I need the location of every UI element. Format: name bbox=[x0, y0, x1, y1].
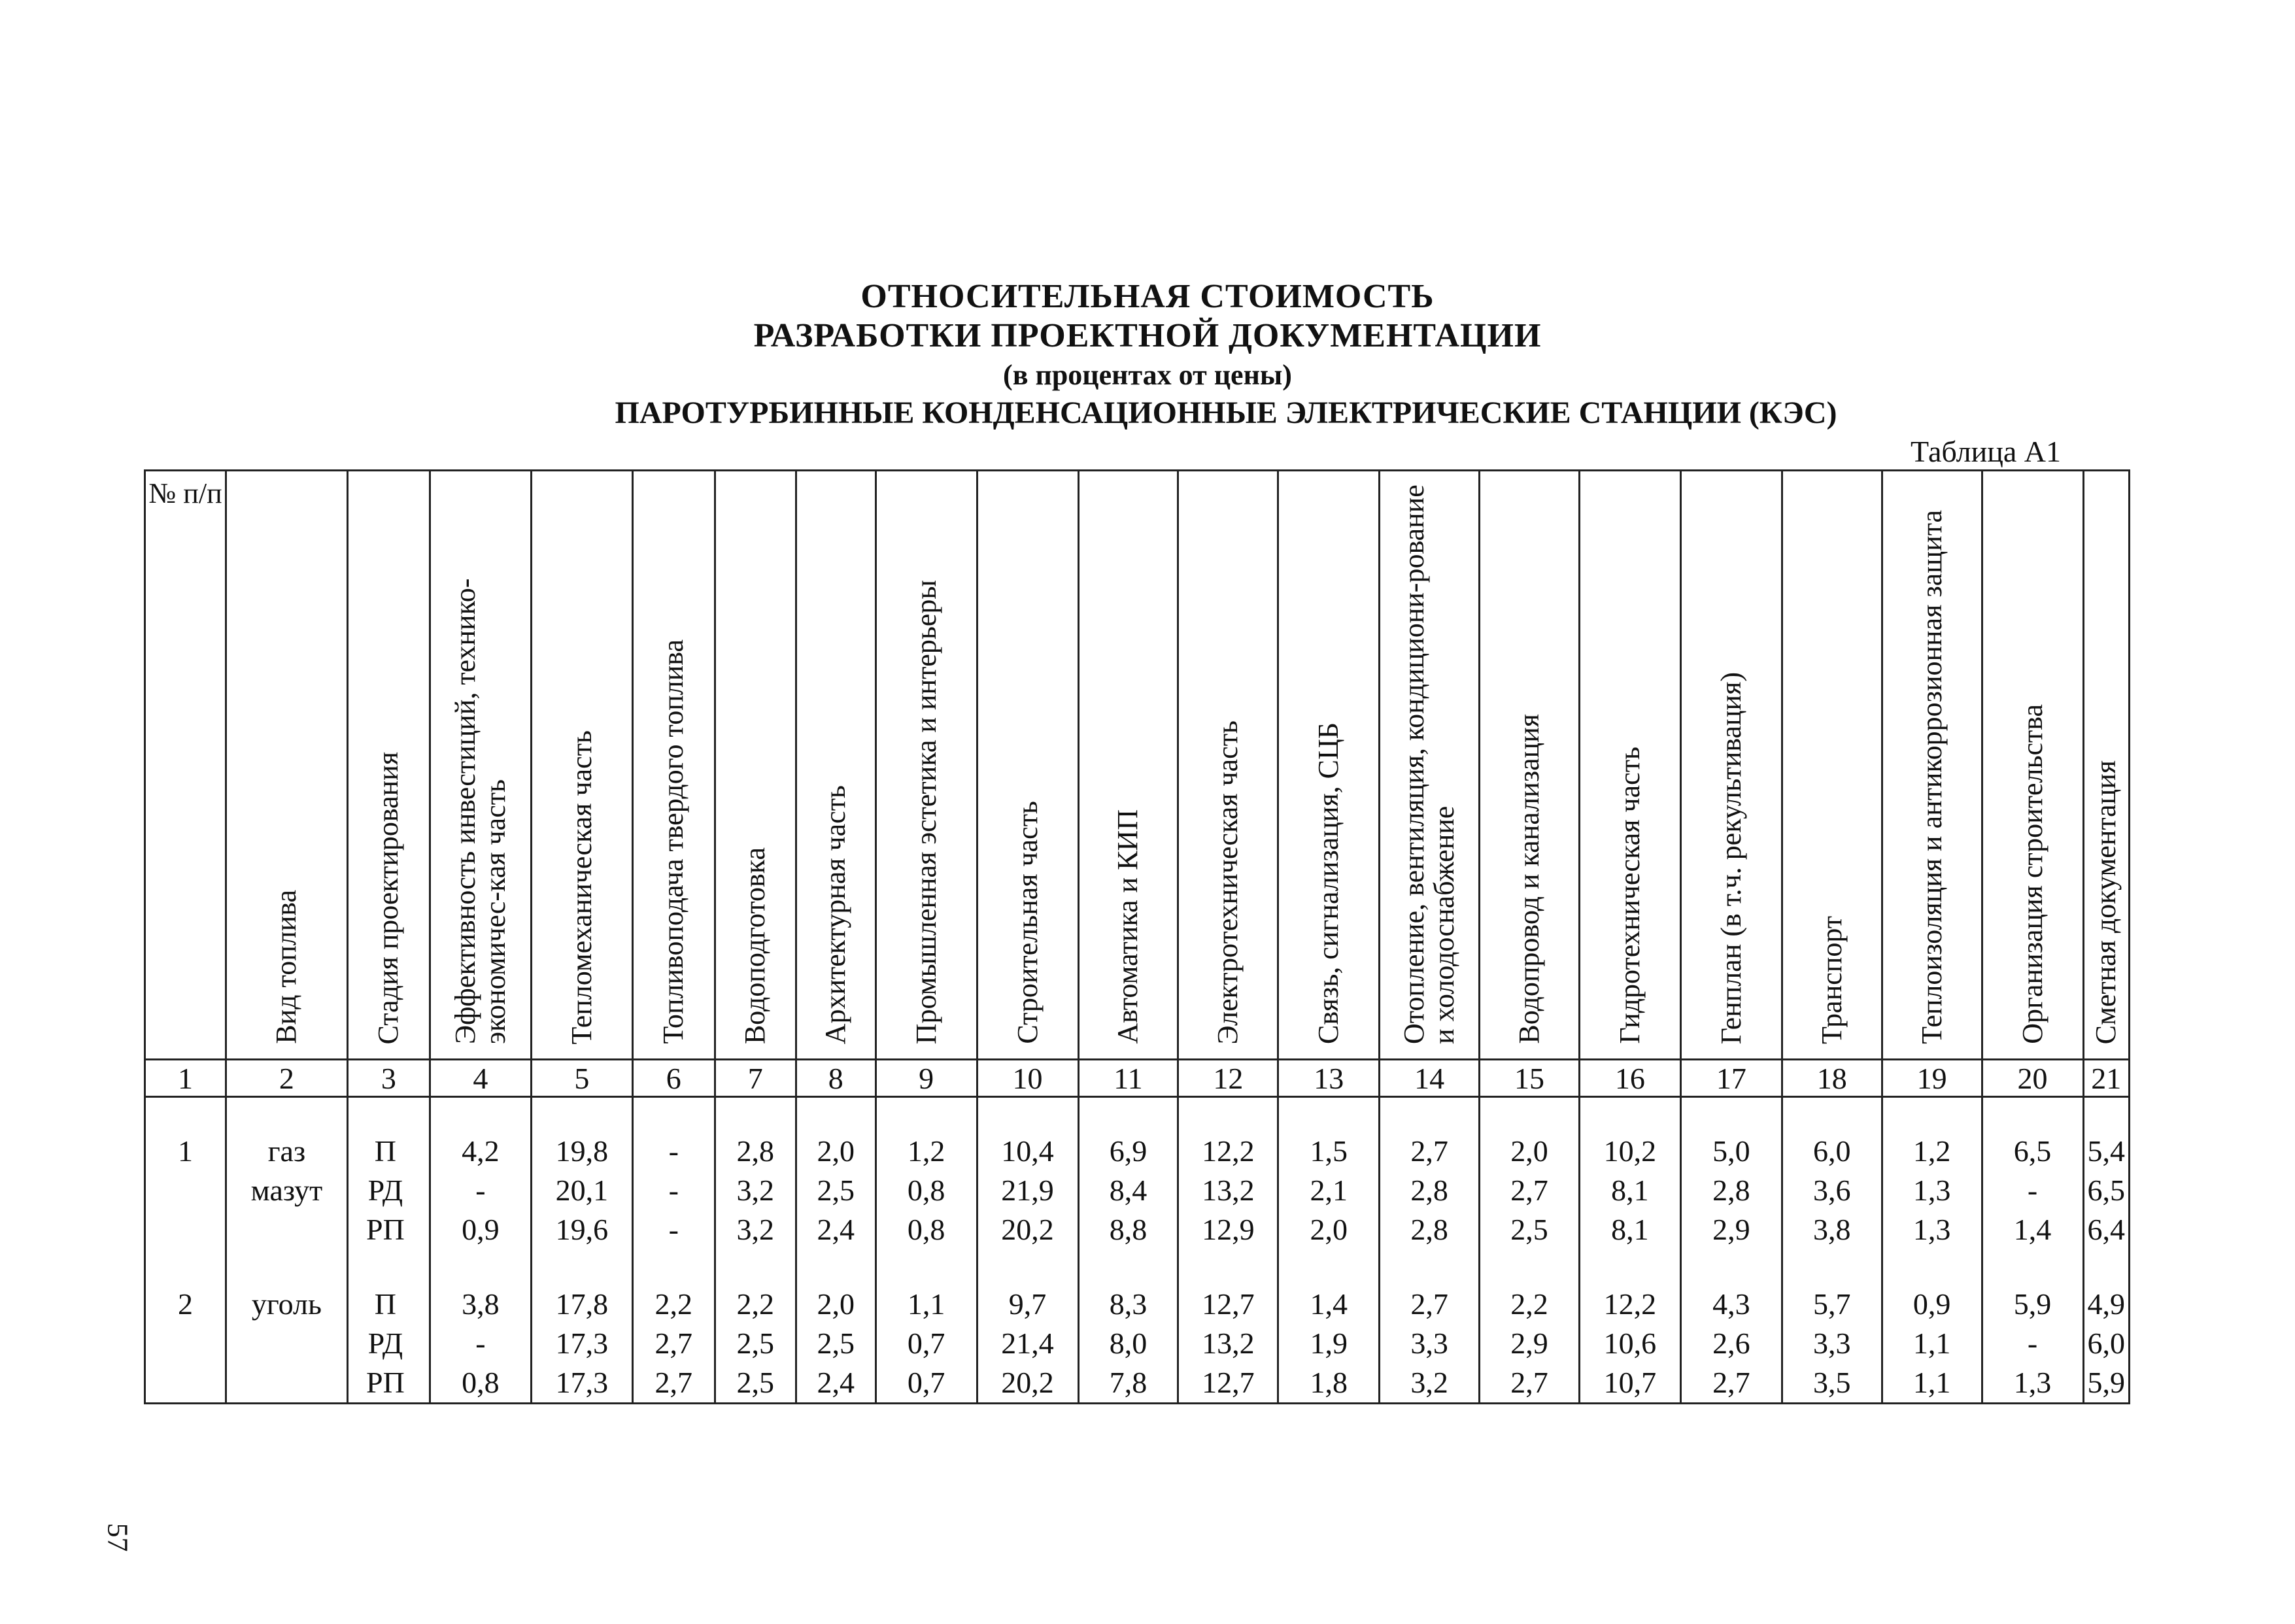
header-c16: Гидротехническая часть bbox=[1579, 471, 1680, 1060]
table-cell: П bbox=[347, 1285, 430, 1324]
table-cell bbox=[145, 1210, 226, 1249]
table-cell: 1,3 bbox=[1982, 1363, 2083, 1404]
table-cell: 8,3 bbox=[1078, 1285, 1178, 1324]
table-cell: 13,2 bbox=[1178, 1171, 1278, 1210]
table-cell: 2,8 bbox=[1380, 1171, 1480, 1210]
table-cell: 0,9 bbox=[1882, 1285, 1982, 1324]
column-number: 9 bbox=[876, 1060, 977, 1097]
column-number: 12 bbox=[1178, 1060, 1278, 1097]
table-cell: П bbox=[347, 1132, 430, 1171]
group-coal bbox=[145, 1285, 2130, 1404]
table-cell: 2,4 bbox=[796, 1363, 876, 1404]
header-c21: Сметная документация bbox=[2083, 471, 2129, 1060]
table-cell: - bbox=[632, 1132, 715, 1171]
table-cell: 1,1 bbox=[876, 1285, 977, 1324]
column-number: 20 bbox=[1982, 1060, 2083, 1097]
table-cell bbox=[145, 1324, 226, 1363]
column-number: 16 bbox=[1579, 1060, 1680, 1097]
table-cell bbox=[226, 1363, 347, 1404]
table-cell: 8,4 bbox=[1078, 1171, 1178, 1210]
table-cell: 17,8 bbox=[531, 1285, 632, 1324]
table-cell: газ bbox=[226, 1132, 347, 1171]
table-cell: уголь bbox=[226, 1285, 347, 1324]
table-cell bbox=[145, 1363, 226, 1404]
table-cell: 2,5 bbox=[796, 1171, 876, 1210]
table-cell: 1,4 bbox=[1278, 1285, 1380, 1324]
table-cell: 0,8 bbox=[876, 1171, 977, 1210]
table-cell: 4,2 bbox=[430, 1132, 531, 1171]
header-c18: Транспорт bbox=[1782, 471, 1882, 1060]
table-cell: мазут bbox=[226, 1171, 347, 1210]
table-cell: 3,2 bbox=[715, 1171, 796, 1210]
column-number: 10 bbox=[977, 1060, 1078, 1097]
column-number: 1 bbox=[145, 1060, 226, 1097]
table-cell: 20,1 bbox=[531, 1171, 632, 1210]
table-cell: 13,2 bbox=[1178, 1324, 1278, 1363]
table-cell: 8,0 bbox=[1078, 1324, 1178, 1363]
table-cell: 2,9 bbox=[1680, 1210, 1782, 1249]
table-cell: 8,1 bbox=[1579, 1210, 1680, 1249]
column-number: 21 bbox=[2083, 1060, 2129, 1097]
table-cell: 1,2 bbox=[876, 1132, 977, 1171]
table-cell: 3,3 bbox=[1782, 1324, 1882, 1363]
table-cell: 12,2 bbox=[1178, 1132, 1278, 1171]
title-line-2: РАЗРАБОТКИ ПРОЕКТНОЙ ДОКУМЕНТАЦИИ bbox=[753, 317, 1542, 354]
column-number: 3 bbox=[347, 1060, 430, 1097]
table-row bbox=[145, 1363, 2130, 1404]
title-line-3: (в процентах от цены) bbox=[1003, 359, 1292, 391]
column-number: 18 bbox=[1782, 1060, 1882, 1097]
table-cell: 0,8 bbox=[876, 1210, 977, 1249]
table-cell: 5,4 bbox=[2083, 1132, 2129, 1171]
table-cell: 1,1 bbox=[1882, 1363, 1982, 1404]
table-cell: 0,7 bbox=[876, 1363, 977, 1404]
table-cell: РД bbox=[347, 1171, 430, 1210]
column-number: 2 bbox=[226, 1060, 347, 1097]
table-cell: 2,1 bbox=[1278, 1171, 1380, 1210]
table-cell: 2,6 bbox=[1680, 1324, 1782, 1363]
table-cell: - bbox=[632, 1210, 715, 1249]
table-cell: 10,4 bbox=[977, 1132, 1078, 1171]
table-cell: РД bbox=[347, 1324, 430, 1363]
column-number: 19 bbox=[1882, 1060, 1982, 1097]
table-cell: 1,9 bbox=[1278, 1324, 1380, 1363]
header-c12: Электротехническая часть bbox=[1178, 471, 1278, 1060]
table-cell: 1,4 bbox=[1982, 1210, 2083, 1249]
column-number: 8 bbox=[796, 1060, 876, 1097]
table-cell: 7,8 bbox=[1078, 1363, 1178, 1404]
table-cell: 2,7 bbox=[632, 1363, 715, 1404]
table-cell: - bbox=[1982, 1324, 2083, 1363]
spacer-row bbox=[145, 1249, 2130, 1285]
table-cell: 2,9 bbox=[1480, 1324, 1580, 1363]
table-cell: 1,5 bbox=[1278, 1132, 1380, 1171]
table-cell: 2,2 bbox=[632, 1285, 715, 1324]
header-c8: Архитектурная часть bbox=[796, 471, 876, 1060]
table-cell: 6,5 bbox=[2083, 1171, 2129, 1210]
table-cell: - bbox=[430, 1171, 531, 1210]
column-number: 17 bbox=[1680, 1060, 1782, 1097]
table-cell: 2,7 bbox=[1380, 1285, 1480, 1324]
cost-table bbox=[144, 469, 2130, 1404]
table-cell: 4,3 bbox=[1680, 1285, 1782, 1324]
table-cell: 8,8 bbox=[1078, 1210, 1178, 1249]
table-cell: 2,4 bbox=[796, 1210, 876, 1249]
table-cell: - bbox=[632, 1171, 715, 1210]
header-row bbox=[145, 471, 2130, 1060]
header-c14: Отопление, вентиляция, кондициони-рование и холодоснабжение bbox=[1380, 471, 1480, 1060]
table-row bbox=[145, 1210, 2130, 1249]
group-gas bbox=[145, 1132, 2130, 1249]
table-cell: 2,7 bbox=[1380, 1132, 1480, 1171]
table-cell: 2,5 bbox=[796, 1324, 876, 1363]
column-number: 13 bbox=[1278, 1060, 1380, 1097]
table-row bbox=[145, 1132, 2130, 1171]
header-c3: Стадия проектирования bbox=[347, 471, 430, 1060]
header-c4: Эффективность инвестиций, технико-экономичес-кая часть bbox=[430, 471, 531, 1060]
table-label: Таблица А1 bbox=[1911, 435, 2061, 468]
table-cell: 1,3 bbox=[1882, 1210, 1982, 1249]
column-number: 14 bbox=[1380, 1060, 1480, 1097]
table-cell: 6,0 bbox=[1782, 1132, 1882, 1171]
table-cell: 3,5 bbox=[1782, 1363, 1882, 1404]
table-cell: 10,7 bbox=[1579, 1363, 1680, 1404]
header-c2: Вид топлива bbox=[226, 471, 347, 1060]
table-row bbox=[145, 1285, 2130, 1324]
table-cell: 2,7 bbox=[632, 1324, 715, 1363]
table-cell: 2,0 bbox=[796, 1132, 876, 1171]
table-cell: 2,8 bbox=[1680, 1171, 1782, 1210]
table-cell: 5,7 bbox=[1782, 1285, 1882, 1324]
table-cell: - bbox=[430, 1324, 531, 1363]
header-c9: Промышленная эстетика и интерьеры bbox=[876, 471, 977, 1060]
table-cell: 2,2 bbox=[715, 1285, 796, 1324]
column-number: 7 bbox=[715, 1060, 796, 1097]
title-line-1: ОТНОСИТЕЛЬНАЯ СТОИМОСТЬ bbox=[860, 278, 1435, 315]
table-cell: 20,2 bbox=[977, 1363, 1078, 1404]
table-cell: 3,8 bbox=[1782, 1210, 1882, 1249]
table-cell: 17,3 bbox=[531, 1324, 632, 1363]
table-cell: 1,3 bbox=[1882, 1171, 1982, 1210]
table-cell: 17,3 bbox=[531, 1363, 632, 1404]
table-cell: 19,8 bbox=[531, 1132, 632, 1171]
column-number-row bbox=[145, 1060, 2130, 1097]
header-c19: Теплоизоляция и антикоррозионная защита bbox=[1882, 471, 1982, 1060]
table-cell: 2,2 bbox=[1480, 1285, 1580, 1324]
table-cell bbox=[226, 1324, 347, 1363]
table-cell: 2,5 bbox=[715, 1324, 796, 1363]
table-cell: 2,7 bbox=[1480, 1171, 1580, 1210]
table-cell: 5,9 bbox=[2083, 1363, 2129, 1404]
table-cell: - bbox=[1982, 1171, 2083, 1210]
header-c7: Водоподготовка bbox=[715, 471, 796, 1060]
column-number: 15 bbox=[1480, 1060, 1580, 1097]
table-cell bbox=[226, 1210, 347, 1249]
table-cell: 12,9 bbox=[1178, 1210, 1278, 1249]
table-cell: 3,3 bbox=[1380, 1324, 1480, 1363]
table-cell: 2,7 bbox=[1680, 1363, 1782, 1404]
header-c6: Топливоподача твердого топлива bbox=[632, 471, 715, 1060]
table-row bbox=[145, 1171, 2130, 1210]
table-cell: 2,7 bbox=[1480, 1363, 1580, 1404]
table-cell: 2,8 bbox=[1380, 1210, 1480, 1249]
table-cell: 3,8 bbox=[430, 1285, 531, 1324]
table-cell: 3,6 bbox=[1782, 1171, 1882, 1210]
table-cell: 21,9 bbox=[977, 1171, 1078, 1210]
header-c10: Строительная часть bbox=[977, 471, 1078, 1060]
table-cell: 2,5 bbox=[1480, 1210, 1580, 1249]
header-c15: Водопровод и канализация bbox=[1480, 471, 1580, 1060]
table-cell: 8,1 bbox=[1579, 1171, 1680, 1210]
table-cell: 1 bbox=[145, 1132, 226, 1171]
table-cell: 0,9 bbox=[430, 1210, 531, 1249]
table-cell: 5,9 bbox=[1982, 1285, 2083, 1324]
page-number: 57 bbox=[101, 1523, 134, 1552]
table-cell: 6,9 bbox=[1078, 1132, 1178, 1171]
table-cell: 2,5 bbox=[715, 1363, 796, 1404]
table-cell: 0,7 bbox=[876, 1324, 977, 1363]
table-cell: 5,0 bbox=[1680, 1132, 1782, 1171]
spacer-row bbox=[145, 1097, 2130, 1132]
table-cell: 4,9 bbox=[2083, 1285, 2129, 1324]
table-cell: 20,2 bbox=[977, 1210, 1078, 1249]
table-cell: 1,2 bbox=[1882, 1132, 1982, 1171]
table-cell: 12,2 bbox=[1579, 1285, 1680, 1324]
column-number: 5 bbox=[531, 1060, 632, 1097]
table-cell: 10,6 bbox=[1579, 1324, 1680, 1363]
table-cell: 12,7 bbox=[1178, 1363, 1278, 1404]
table-cell: РП bbox=[347, 1210, 430, 1249]
table-cell: 2 bbox=[145, 1285, 226, 1324]
table-cell: 12,7 bbox=[1178, 1285, 1278, 1324]
table-cell: 9,7 bbox=[977, 1285, 1078, 1324]
title-line-4: ПАРОТУРБИННЫЕ КОНДЕНСАЦИОННЫЕ ЭЛЕКТРИЧЕСКИЕ СТАНЦИИ (КЭС) bbox=[615, 396, 1837, 430]
table-cell: 2,8 bbox=[715, 1132, 796, 1171]
table-cell: 2,0 bbox=[1278, 1210, 1380, 1249]
table-cell: 21,4 bbox=[977, 1324, 1078, 1363]
table-cell: 2,0 bbox=[796, 1285, 876, 1324]
header-c20: Организация строительства bbox=[1982, 471, 2083, 1060]
table-cell: 3,2 bbox=[1380, 1363, 1480, 1404]
table-cell: 1,8 bbox=[1278, 1363, 1380, 1404]
table-cell: 10,2 bbox=[1579, 1132, 1680, 1171]
column-number: 6 bbox=[632, 1060, 715, 1097]
header-c13: Связь, сигнализация, СЦБ bbox=[1278, 471, 1380, 1060]
column-number: 11 bbox=[1078, 1060, 1178, 1097]
header-c11: Автоматика и КИП bbox=[1078, 471, 1178, 1060]
table-cell: 0,8 bbox=[430, 1363, 531, 1404]
column-number: 4 bbox=[430, 1060, 531, 1097]
table-cell: 1,1 bbox=[1882, 1324, 1982, 1363]
table-row bbox=[145, 1324, 2130, 1363]
table-cell: 6,5 bbox=[1982, 1132, 2083, 1171]
table-cell: 6,0 bbox=[2083, 1324, 2129, 1363]
table-cell bbox=[145, 1171, 226, 1210]
table-cell: РП bbox=[347, 1363, 430, 1404]
table-cell: 3,2 bbox=[715, 1210, 796, 1249]
table-cell: 2,0 bbox=[1480, 1132, 1580, 1171]
header-c1: № п/п bbox=[145, 471, 226, 1060]
table-cell: 19,6 bbox=[531, 1210, 632, 1249]
header-c5: Тепломеханическая часть bbox=[531, 471, 632, 1060]
table-cell: 6,4 bbox=[2083, 1210, 2129, 1249]
header-c17: Генплан (в т.ч. рекультивация) bbox=[1680, 471, 1782, 1060]
